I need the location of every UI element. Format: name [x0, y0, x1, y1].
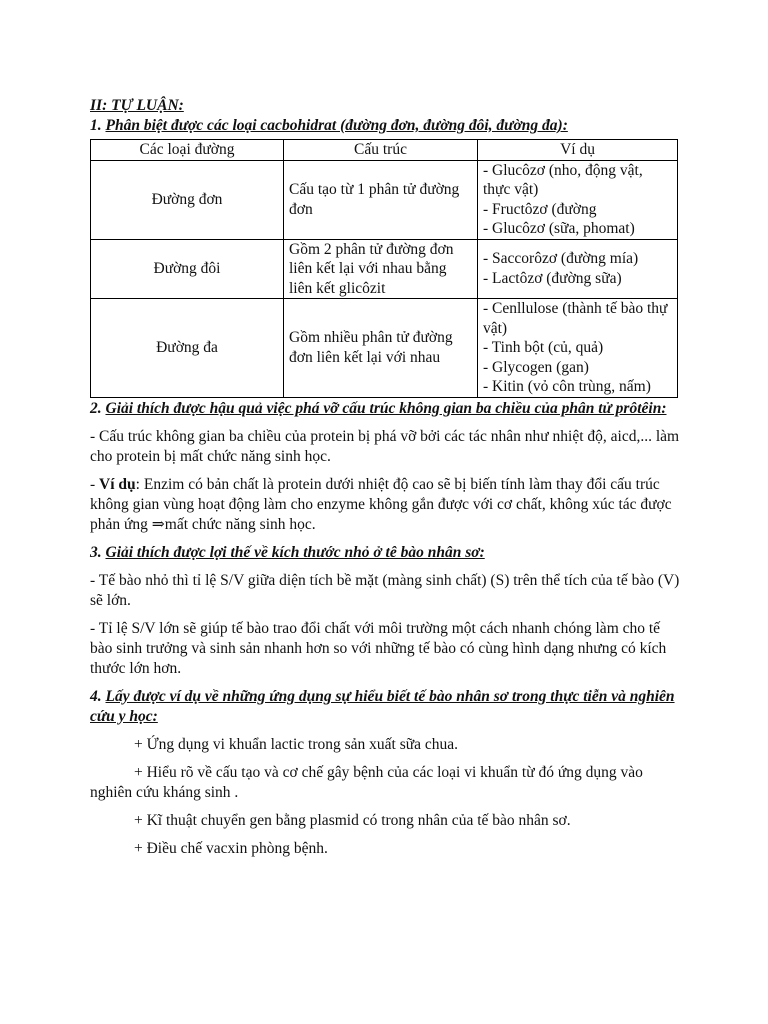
table-header-cell: Ví dụ: [478, 140, 678, 161]
section-4-heading: [90, 687, 680, 727]
example-line: - Saccorôzơ (đường mía): [483, 250, 639, 268]
carbohydrate-table: [90, 139, 678, 398]
example-label: Ví dụ: [99, 475, 136, 493]
examples-cell: [478, 299, 678, 398]
section-2-title: Giải thích được hậu quả việc phá vỡ cấu trúc không gian ba chiều của phân tử prôtêin:: [105, 399, 667, 417]
example-line: - Glucôzơ (nho, động vật, thực vật): [483, 161, 643, 198]
section-3-heading: [90, 543, 680, 563]
section-2-example-paragraph: [90, 475, 680, 535]
structure-cell: Gồm nhiều phân tử đường đơn liên kết lại với nhau: [284, 299, 478, 398]
sugar-type-cell: Đường đôi: [91, 239, 284, 299]
example-line: - Tinh bột (củ, quả): [483, 339, 604, 356]
section-1-title: Phân biệt được các loại cacbohidrat (đường đơn, đường đôi, đường đa):: [105, 117, 568, 134]
list-item: + Kĩ thuật chuyển gen bằng plasmid có trong nhân của tế bào nhân sơ.: [134, 811, 571, 829]
example-text: : Enzim có bản chất là protein dưới nhiệt độ cao sẽ bị biến tính làm thay đổi cấu trúc không gian vùng hoạt động làm cho enzyme không gắn được với cơ chất, không xúc tác được phản ứng ⇒mất chức năng sinh học.: [90, 475, 672, 533]
structure-cell: Cấu tạo từ 1 phân tử đường đơn: [284, 160, 478, 239]
list-item: + Ứng dụng vi khuẩn lactic trong sản xuất sữa chua.: [134, 735, 459, 753]
example-line: - Cenllulose (thành tế bào thự vật): [483, 300, 668, 337]
table-header-cell: Cấu trúc: [284, 140, 478, 161]
section-4-number: 4.: [90, 687, 102, 705]
section-3-paragraph-2: - Tỉ lệ S/V lớn sẽ giúp tế bào trao đổi chất với môi trường một cách nhanh chóng làm cho tế bào sinh trưởng và sinh sản nhanh hơn so với những tế bào có cùng hình dạng nhưng có kích thước lớn hơn.: [90, 619, 667, 677]
table-row: [91, 160, 678, 239]
example-dash: -: [90, 475, 100, 493]
section-3-paragraph-1: - Tế bào nhỏ thì tỉ lệ S/V giữa diện tích bề mặt (màng sinh chất) (S) trên thể tích của tế bào (V) sẽ lớn.: [90, 571, 680, 609]
structure-cell: Gồm 2 phân tử đường đơn liên kết lại với nhau bằng liên kết glicôzit: [284, 239, 478, 299]
document-page: [90, 96, 680, 859]
examples-cell: [478, 160, 678, 239]
section-3-number: 3.: [90, 543, 102, 561]
part-title: II: TỰ LUẬN:: [90, 97, 184, 114]
table-header-cell: Các loại đường: [91, 140, 284, 161]
section-2-heading: [90, 399, 680, 419]
sugar-type-cell: Đường đơn: [91, 160, 284, 239]
list-item: + Điều chế vacxin phòng bệnh.: [134, 839, 328, 857]
example-line: - Lactôzơ (đường sữa): [483, 269, 622, 287]
example-line: - Fructôzơ (đường: [483, 200, 597, 218]
section-4-title: Lấy được ví dụ về những ứng dụng sự hiểu biết tế bào nhân sơ trong thực tiễn và nghiên cứu y học:: [90, 687, 675, 725]
section-2-number: 2.: [90, 399, 102, 417]
example-line: - Kitin (vỏ côn trùng, nấm): [483, 378, 651, 395]
section-3-title: Giải thích được lợi thế về kích thước nhỏ ở tê bào nhân sơ:: [105, 543, 485, 561]
table-row: [91, 239, 678, 299]
table-header-row: [91, 140, 678, 161]
sugar-type-cell: Đường đa: [91, 299, 284, 398]
list-item: + Hiểu rõ về cấu tạo và cơ chế gây bệnh của các loại vi khuẩn từ đó ứng dụng vào nghiên cứu kháng sinh .: [90, 763, 643, 801]
section-2-paragraph: - Cấu trúc không gian ba chiều của protein bị phá vỡ bởi các tác nhân như nhiệt độ, aicd,... làm cho protein bị mất chức năng sinh học.: [90, 427, 680, 465]
examples-cell: [478, 239, 678, 299]
example-line: - Glycogen (gan): [483, 358, 589, 376]
section-1-heading: [90, 116, 680, 136]
section-1-number: 1.: [90, 117, 102, 134]
table-row: [91, 299, 678, 398]
example-line: - Glucôzơ (sữa, phomat): [483, 220, 635, 237]
